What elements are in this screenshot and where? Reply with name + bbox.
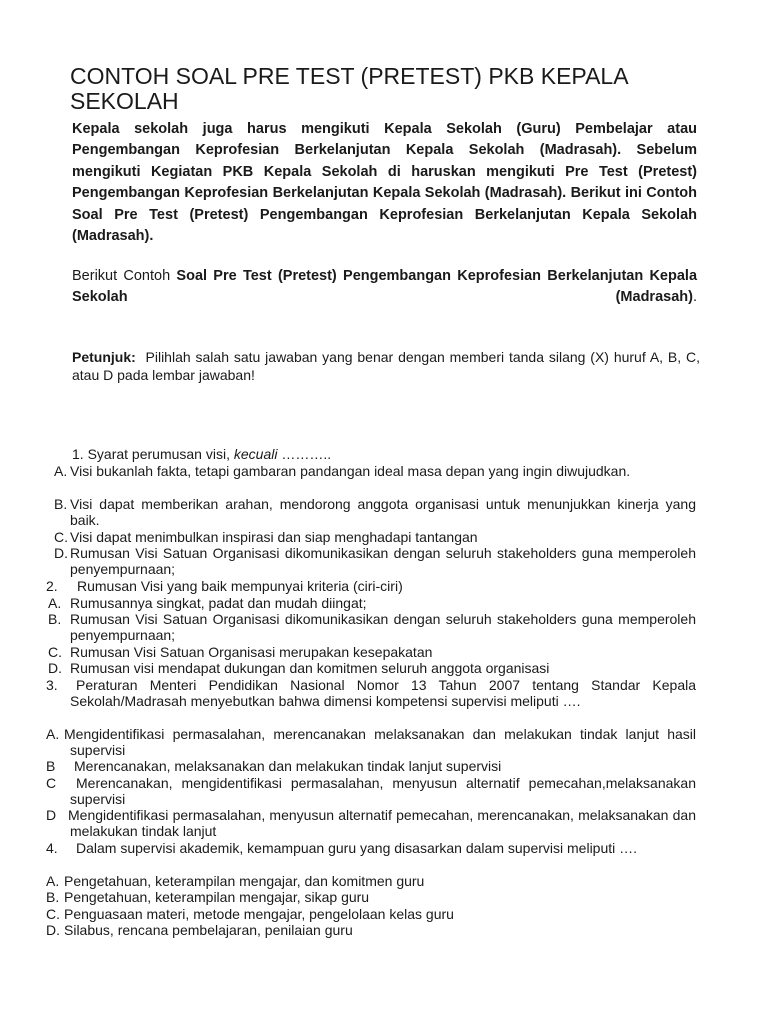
q3-option-d: Mengidentifikasi permasalahan, menyusun alternatif pemecahan, merencanakan, melaksanakan dan melakukan tindak lanjut (68, 807, 696, 839)
question-2-text: Rumusan Visi yang baik mempunyai kriteria (ciri-ciri) (77, 578, 403, 594)
q1-option-b-label: B. (54, 496, 68, 512)
q1-option-d-label: D. (54, 545, 68, 561)
q3-option-b-label: B (46, 758, 56, 774)
q4-option-b: Pengetahuan, keterampilan mengajar, sikap guru (64, 889, 370, 905)
instructions-text: Pilihlah salah satu jawaban yang benar dengan memberi tanda silang (X) huruf A, B, C, atau D pada lembar jawaban! (72, 349, 700, 383)
instructions (72, 348, 700, 384)
q3-option-d-label: D (46, 807, 57, 823)
q3-option-a: Mengidentifikasi permasalahan, merencanakan melaksanakan dan melakukan tindak lanjut hasil supervisi (64, 726, 696, 758)
q1-option-d: Rumusan Visi Satuan Organisasi dikomunikasikan dengan seluruh stakeholders guna memperoleh penyempurnaan; (70, 545, 696, 577)
question-4-number: 4. (46, 840, 58, 856)
q2-option-c-label: C. (48, 644, 62, 660)
q1-option-a: Visi bukanlah fakta, tetapi gambaran pandangan ideal masa depan yang ingin diwujudkan. (70, 463, 631, 479)
q4-option-a: Pengetahuan, keterampilan mengajar, dan komitmen guru (64, 873, 425, 889)
q4-option-d-label: D. (46, 922, 60, 938)
question-1 (72, 447, 331, 462)
q4-option-c: Penguasaan materi, metode mengajar, pengelolaan kelas guru (64, 906, 454, 922)
q2-option-a-label: A. (48, 595, 62, 611)
intro2-lead: Berikut Contoh (72, 268, 171, 284)
q2-option-d-label: D. (48, 660, 62, 676)
q3-option-a-label: A. (46, 726, 60, 742)
q4-option-b-label: B. (46, 889, 60, 905)
question-1-dots: ……….. (281, 446, 332, 462)
q2-option-d: Rumusan visi mendapat dukungan dan komitmen seluruh anggota organisasi (70, 660, 550, 676)
question-3-number: 3. (46, 677, 58, 693)
q2-option-c: Rumusan Visi Satuan Organisasi merupakan kesepakatan (70, 644, 433, 660)
question-2-number: 2. (46, 578, 58, 594)
q2-option-a: Rumusannya singkat, padat dan mudah diingat; (70, 595, 367, 611)
q3-option-c-label: C (46, 775, 57, 791)
intro-paragraph-2 (72, 266, 697, 309)
instructions-label: Petunjuk: (72, 349, 136, 365)
document-title: CONTOH SOAL PRE TEST (PRETEST) PKB KEPALA SEKOLAH (70, 63, 628, 114)
q3-option-c: Merencanakan, mengidentifikasi permasalahan, menyusun alternatif pemecahan,melaksanakan supervisi (70, 775, 696, 807)
q3-option-b: Merencanakan, melaksanakan dan melakukan tindak lanjut supervisi (74, 758, 502, 774)
q1-option-a-label: A. (54, 463, 68, 479)
question-1-text: Syarat perumusan visi, (87, 446, 230, 462)
q1-option-c-label: C. (54, 529, 68, 545)
q4-option-d: Silabus, rencana pembelajaran, penilaian guru (64, 922, 353, 938)
q4-option-c-label: C. (46, 906, 60, 922)
q2-option-b: Rumusan Visi Satuan Organisasi dikomunikasikan dengan seluruh stakeholders guna memperoleh penyempurnaan; (70, 611, 696, 643)
q2-option-b-label: B. (48, 611, 62, 627)
question-3-text: Peraturan Menteri Pendidikan Nasional Nomor 13 Tahun 2007 tentang Standar Kepala Sekolah/Madrasah menyebutkan bahwa dimensi kompetensi supervisi meliputi …. (70, 677, 696, 709)
q4-option-a-label: A. (46, 873, 60, 889)
q1-option-b: Visi dapat memberikan arahan, mendorong anggota organisasi untuk menunjukkan kinerja yang baik. (70, 496, 696, 528)
intro2-bold: Soal Pre Test (Pretest) Pengembangan Keprofesian Berkelanjutan Kepala Sekolah (Madrasah) (72, 268, 698, 306)
question-4-text: Dalam supervisi akademik, kemampuan guru yang disasarkan dalam supervisi meliputi …. (76, 840, 638, 856)
intro-paragraph: Kepala sekolah juga harus mengikuti Kepala Sekolah (Guru) Pembelajar atau Pengembangan Keprofesian Berkelanjutan Kepala Sekolah (Madrasah). Sebelum mengikuti Kegiatan PKB Kepala Sekolah di haruskan mengikuti Pre Test (Pretest) Pengembangan Keprofesian Berkelanjutan Kepala Sekolah (Madrasah). Berikut ini Contoh Soal Pre Test (Pretest) Pengembangan Keprofesian Berkelanjutan Kepala Sekolah (Madrasah). (72, 121, 697, 245)
question-1-number: 1. (72, 446, 84, 462)
question-1-italic: kecuali (233, 446, 278, 462)
q1-option-c: Visi dapat menimbulkan inspirasi dan siap menghadapi tantangan (70, 529, 478, 545)
intro2-tail: . (692, 289, 697, 306)
